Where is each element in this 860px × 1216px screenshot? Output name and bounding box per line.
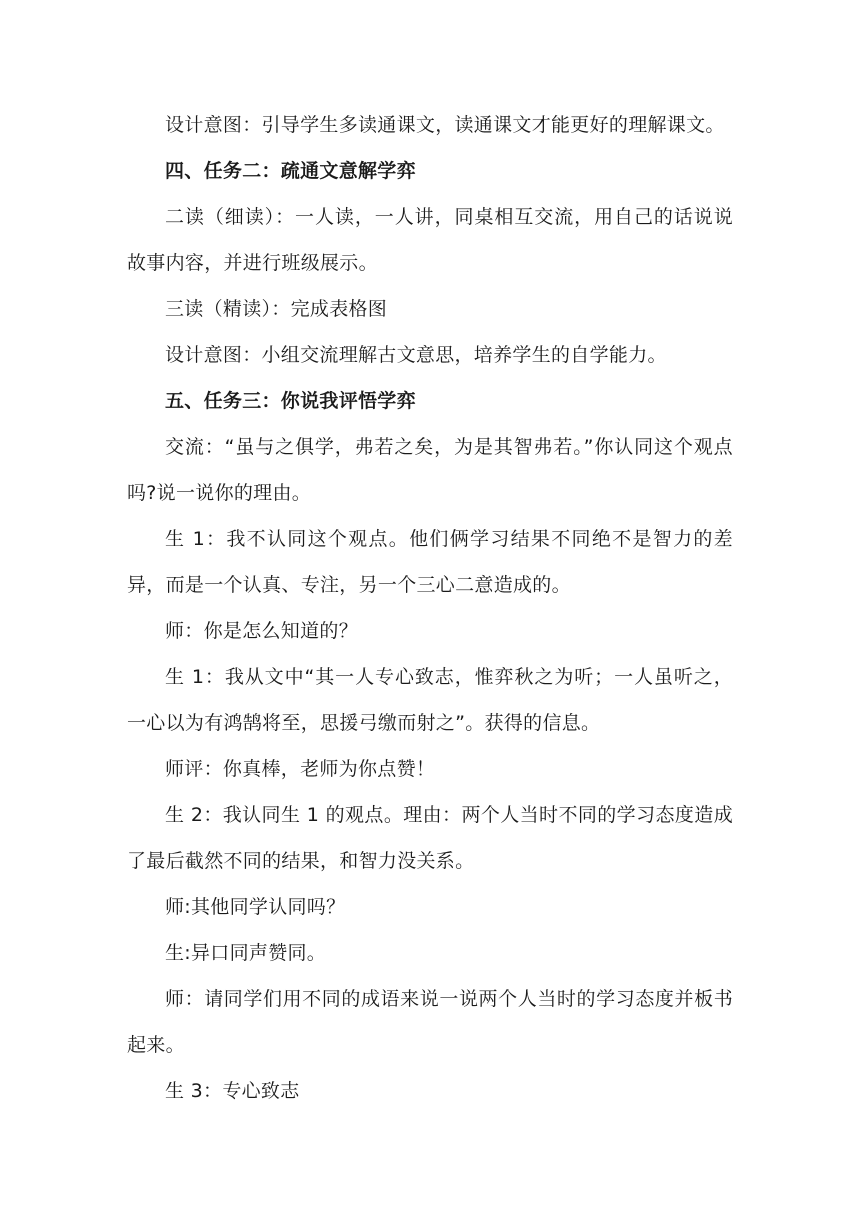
section-heading-task-3: 五、任务三：你说我评悟学弈 [165,390,416,412]
paragraph-student-2-answer: 生 2：我认同生 1 的观点。理由：两个人当时不同的学习态度造成了最后截然不同的结果，和智力没关系。 [127,804,733,872]
paragraph-teacher-ask-class: 师:其他同学认同吗？ [165,896,346,918]
paragraph-student-1-answer: 生 1：我不认同这个观点。他们俩学习结果不同绝不是智力的差异，而是一个认真、专注，另一个三心二意造成的。 [127,528,733,596]
paragraph-design-intent-2: 设计意图：小组交流理解古文意思，培养学生的自学能力。 [165,344,667,366]
paragraph-discussion-prompt: 交流：“虽与之俱学，弗若之矣，为是其智弗若。”你认同这个观点吗?说一说你的理由。 [127,436,733,504]
paragraph-student-3-answer: 生 3：专心致志 [165,1080,300,1102]
paragraph-teacher-praise: 师评：你真棒，老师为你点赞！ [165,758,436,780]
paragraph-second-reading: 二读（细读）：一人读，一人讲，同桌相互交流，用自己的话说说故事内容，并进行班级展示。 [127,206,733,274]
paragraph-teacher-idiom-task: 师：请同学们用不同的成语来说一说两个人当时的学习态度并板书起来。 [127,988,733,1056]
paragraph-teacher-question: 师：你是怎么知道的？ [165,620,359,642]
paragraph-class-agree: 生:异口同声赞同。 [165,942,327,964]
section-heading-task-2: 四、任务二：疏通文意解学弈 [165,160,416,182]
document-body [127,102,733,1114]
paragraph-third-reading: 三读（精读）：完成表格图 [165,298,388,320]
paragraph-design-intent-1: 设计意图：引导学生多读通课文，读通课文才能更好的理解课文。 [165,114,725,136]
paragraph-student-1-evidence: 生 1：我从文中“其一人专心致志，惟弈秋之为听；一人虽听之，一心以为有鸿鹄将至，思援弓缴而射之”。获得的信息。 [127,666,733,734]
